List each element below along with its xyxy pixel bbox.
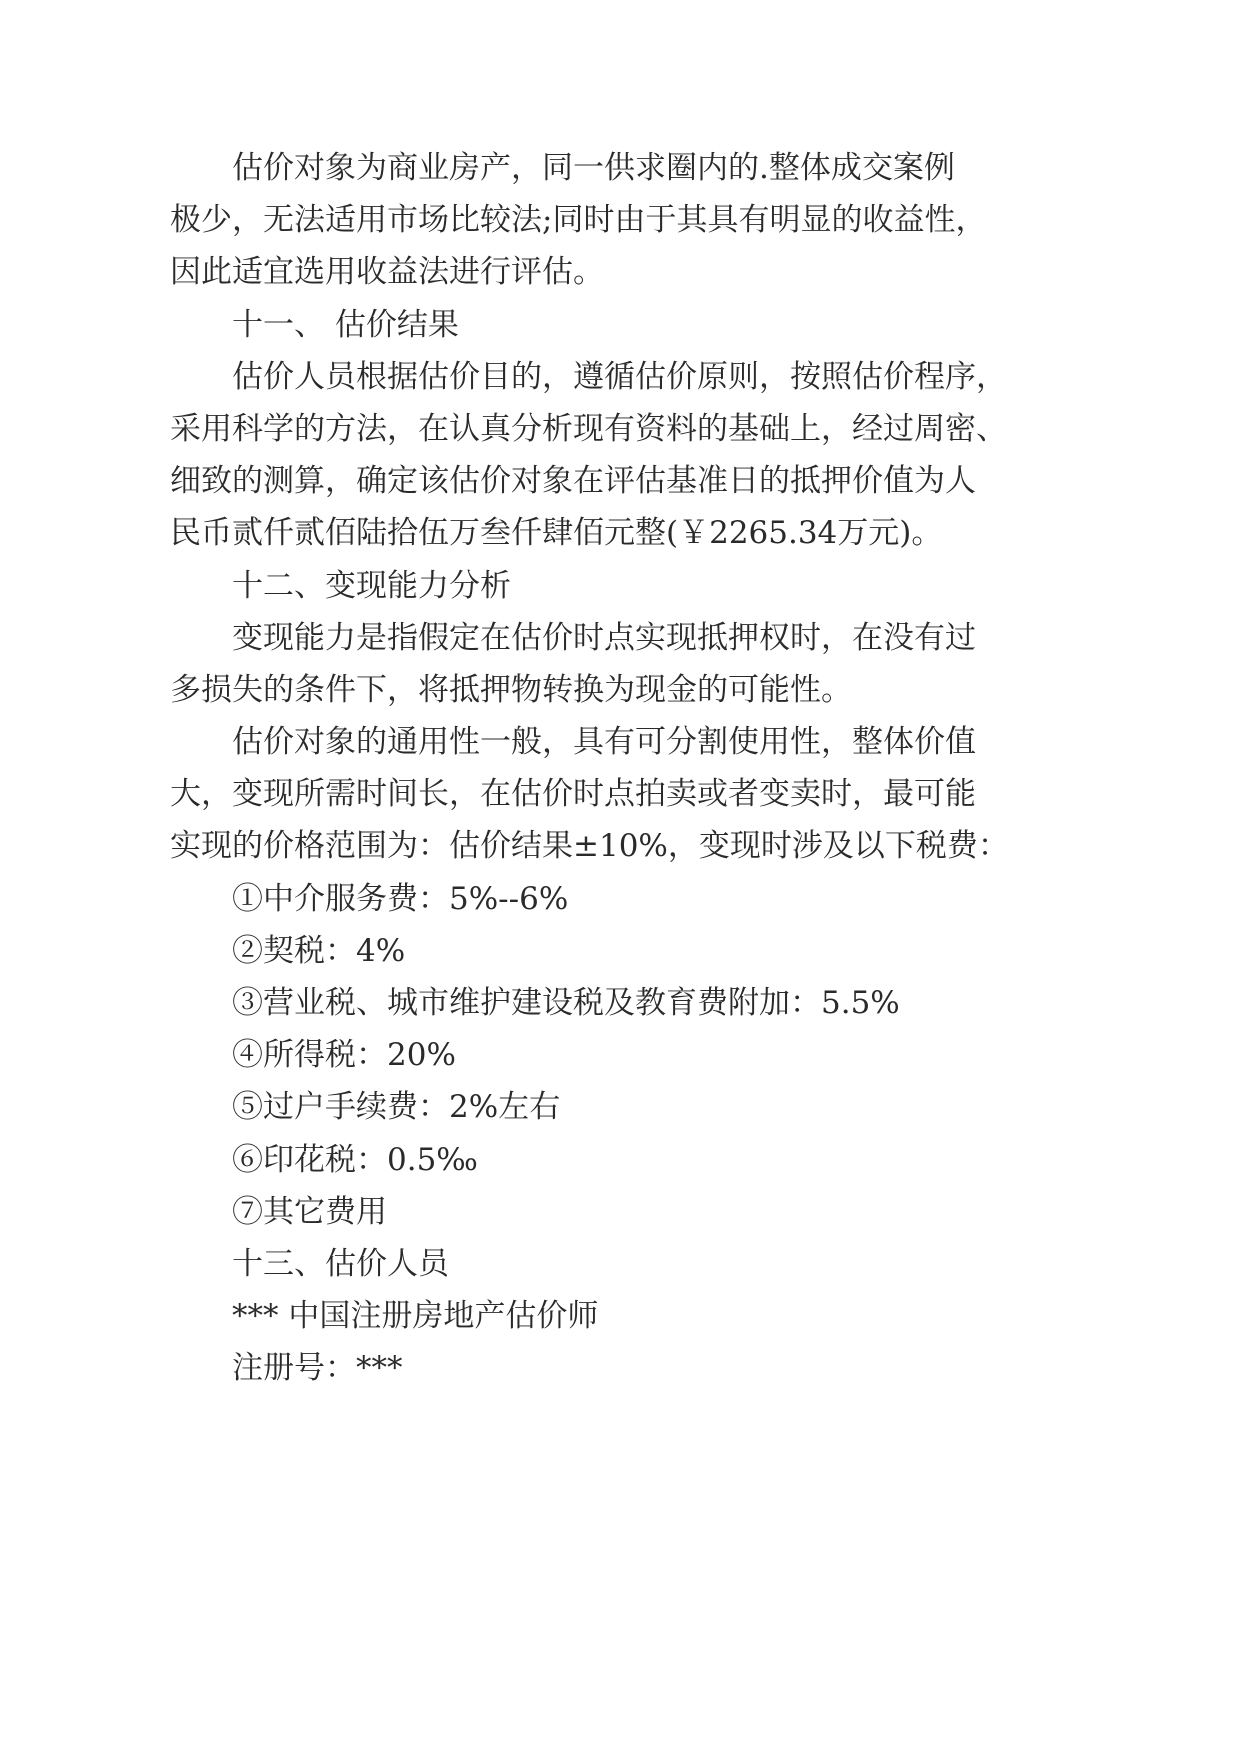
fee-item: ④所得税：20% <box>232 1037 456 1073</box>
fee-item: ②契税：4% <box>232 933 406 969</box>
paragraph-line: 多损失的条件下，将抵押物转换为现金的可能性。 <box>170 672 852 708</box>
paragraph-line: 民币贰仟贰佰陆拾伍万叁仟肆佰元整(￥2265.34万元)。 <box>170 515 943 551</box>
fee-item: ③营业税、城市维护建设税及教育费附加：5.5% <box>232 985 900 1021</box>
section-heading: 十一、 估价结果 <box>232 307 459 343</box>
fee-item: ①中介服务费：5%--6% <box>232 881 569 917</box>
section-heading: 十三、估价人员 <box>232 1246 449 1282</box>
appraiser-name: *** 中国注册房地产估价师 <box>232 1298 599 1334</box>
paragraph-line: 采 用 科 学 的 方 法 ， 在 认 真 分 析 现 有 资 料 的 基 础 上 ， 经 过 周 密 、 <box>170 411 1007 447</box>
fee-item: ⑥印花税：0.5‰ <box>232 1142 478 1178</box>
paragraph-line: 估 价 人 员 根 据 估 价 目 的 ， 遵 循 估 价 原 则 ， 按 照 估 价 程 序 ， <box>232 359 1007 395</box>
paragraph-line: 估 价 对 象 为 商 业 房 产 ， 同 一 供 求 圈 内 的 . 整 体 成 交 案 例 <box>232 150 955 186</box>
registration-number: 注册号：*** <box>232 1350 403 1386</box>
paragraph-line: 细 致 的 测 算 ， 确 定 该 估 价 对 象 在 评 估 基 准 日 的 抵 押 价 值 为 人 <box>170 463 976 499</box>
paragraph-line: 因此适宜选用收益法进行评估。 <box>170 254 604 290</box>
paragraph-line: 估 价 对 象 的 通 用 性 一 般 ， 具 有 可 分 割 使 用 性 ， 整 体 价 值 <box>232 724 976 760</box>
paragraph-line: 实 现 的 价 格 范 围 为 ： 估 价 结 果 ± 10% ， 变 现 时 涉 及 以 下 税 费 ： <box>170 828 1009 864</box>
paragraph-line: 大 ， 变 现 所 需 时 间 长 ， 在 估 价 时 点 拍 卖 或 者 变 卖 时 ， 最 可 能 <box>170 776 976 812</box>
section-heading: 十二、变现能力分析 <box>232 568 511 604</box>
paragraph-line: 极 少 ， 无 法 适 用 市 场 比 较 法 ; 同 时 由 于 其 具 有 明 显 的 收 益 性 ， <box>170 202 987 238</box>
paragraph-line: 变 现 能 力 是 指 假 定 在 估 价 时 点 实 现 抵 押 权 时 ， 在 没 有 过 <box>232 620 976 656</box>
fee-item: ⑤过户手续费：2%左右 <box>232 1089 561 1125</box>
fee-item: ⑦其它费用 <box>232 1194 387 1230</box>
